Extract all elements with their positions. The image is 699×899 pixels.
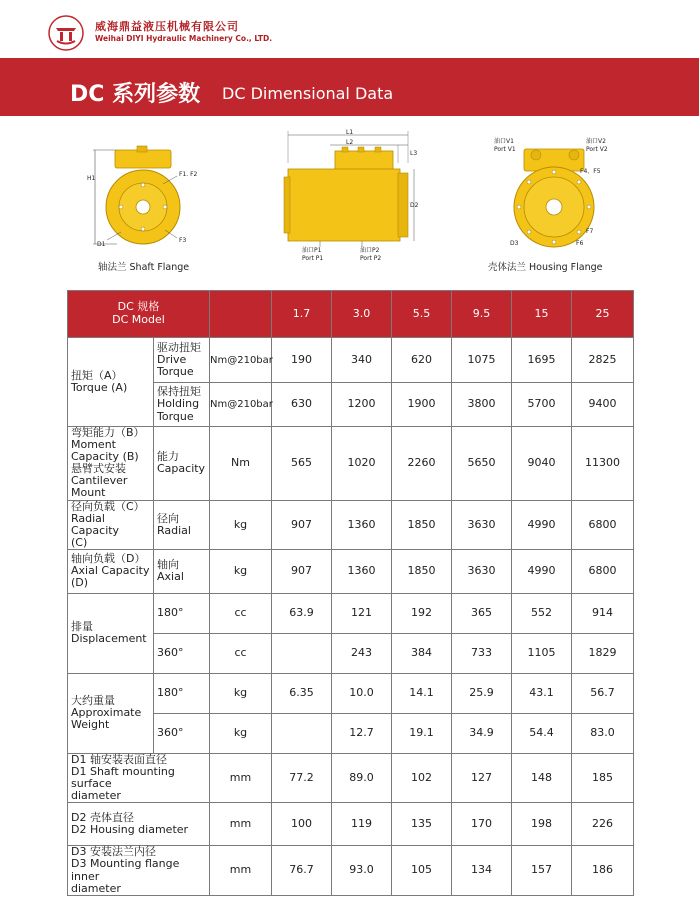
value-cell: 1829 xyxy=(572,633,634,673)
unit-cell: mm xyxy=(210,846,272,895)
torque-label-cn: 扭矩（A） xyxy=(71,368,123,382)
value-cell: 100 xyxy=(272,803,332,846)
housing-flange-caption: 壳体法兰 Housing Flange xyxy=(488,262,603,273)
value-cell xyxy=(272,713,332,753)
title-banner xyxy=(0,58,699,116)
table-row-displacement-180 xyxy=(68,593,634,633)
d2-label-cell xyxy=(68,803,210,846)
axial-label-cell xyxy=(68,549,154,593)
table-header-row xyxy=(68,291,634,338)
d1-label-2: D1 Shaft mounting surface xyxy=(71,765,175,791)
weight-label-cell xyxy=(68,673,154,753)
label-f7: F7 xyxy=(586,228,594,235)
displacement-label-cn: 排量 xyxy=(71,620,93,634)
holding-torque-en1: Holding xyxy=(157,397,200,411)
value-cell: 93.0 xyxy=(332,846,392,895)
unit-cell: cc xyxy=(210,593,272,633)
unit-cell: Nm@210bar xyxy=(210,338,272,383)
value-cell: 11300 xyxy=(572,427,634,501)
value-cell xyxy=(272,633,332,673)
torque-label-en: Torque (A) xyxy=(71,381,128,394)
model-header-cn: DC 规格 xyxy=(117,300,160,314)
drive-torque-en2: Torque xyxy=(157,365,194,379)
radial-label-3: (C) xyxy=(71,535,88,549)
value-cell: 34.9 xyxy=(452,713,512,753)
banner-title-cn: DC 系列参数 xyxy=(70,82,201,107)
value-cell: 1020 xyxy=(332,427,392,501)
label-d3: D3 xyxy=(510,240,519,247)
value-cell: 1850 xyxy=(392,549,452,593)
housing-flange-drawing xyxy=(490,135,620,255)
page-header xyxy=(0,0,699,58)
value-cell: 135 xyxy=(392,803,452,846)
value-cell: 89.0 xyxy=(332,753,392,802)
label-f4-f5: F4、F5 xyxy=(580,168,601,175)
drive-torque-label-cell xyxy=(154,338,210,383)
value-cell: 2260 xyxy=(392,427,452,501)
model-cell: 15 xyxy=(512,291,572,338)
radial-label-1: 径向负载（C） xyxy=(71,499,145,513)
label-d1: D1 xyxy=(97,241,106,248)
value-cell: 76.7 xyxy=(272,846,332,895)
value-cell: 565 xyxy=(272,427,332,501)
unit-header-cell xyxy=(210,291,272,338)
displacement-label-cell xyxy=(68,593,154,673)
value-cell: 12.7 xyxy=(332,713,392,753)
value-cell: 4990 xyxy=(512,549,572,593)
drive-torque-cn: 驱动扭矩 xyxy=(157,340,201,354)
value-cell: 620 xyxy=(392,338,452,383)
label-port-v2-en: Port V2 xyxy=(586,146,608,153)
value-cell: 2825 xyxy=(572,338,634,383)
value-cell: 119 xyxy=(332,803,392,846)
value-cell: 914 xyxy=(572,593,634,633)
d3-label-3: diameter xyxy=(71,881,121,895)
value-cell: 1360 xyxy=(332,549,392,593)
value-cell: 170 xyxy=(452,803,512,846)
value-cell: 1075 xyxy=(452,338,512,383)
table-row-d3 xyxy=(68,846,634,895)
value-cell: 226 xyxy=(572,803,634,846)
value-cell: 733 xyxy=(452,633,512,673)
value-cell: 83.0 xyxy=(572,713,634,753)
value-cell: 4990 xyxy=(512,500,572,549)
value-cell: 365 xyxy=(452,593,512,633)
shaft-flange-caption: 轴法兰 Shaft Flange xyxy=(98,262,190,273)
value-cell: 6800 xyxy=(572,500,634,549)
value-cell: 1200 xyxy=(332,383,392,427)
axial-sub-cn: 轴向 xyxy=(157,558,179,572)
holding-torque-label-cell xyxy=(154,383,210,427)
shaft-flange-drawing xyxy=(85,140,215,255)
value-cell: 340 xyxy=(332,338,392,383)
model-header-en: DC Model xyxy=(112,313,165,326)
label-l2: L2 xyxy=(346,139,354,146)
moment-label-4: 悬臂式安装 xyxy=(71,462,126,476)
moment-label-1: 弯矩能力（B） xyxy=(71,426,145,439)
holding-torque-en2: Torque xyxy=(157,409,194,423)
value-cell: 1360 xyxy=(332,500,392,549)
value-cell: 54.4 xyxy=(512,713,572,753)
moment-label-5: Cantilever xyxy=(71,474,128,488)
company-logo-icon xyxy=(47,14,85,52)
label-port-v1-cn: 油口V1 xyxy=(494,138,514,145)
model-cell: 1.7 xyxy=(272,291,332,338)
side-view-drawing xyxy=(280,125,425,265)
value-cell: 9040 xyxy=(512,427,572,501)
unit-cell: mm xyxy=(210,753,272,802)
table-row-d1 xyxy=(68,753,634,802)
radial-sub-en: Radial xyxy=(157,523,191,537)
unit-cell: Nm xyxy=(210,427,272,501)
moment-sub-cell xyxy=(154,427,210,501)
holding-torque-cn: 保持扭矩 xyxy=(157,385,201,399)
radial-label-2: Radial Capacity xyxy=(71,511,120,537)
label-port-v2-cn: 油口V2 xyxy=(586,138,606,145)
moment-label-cell xyxy=(68,427,154,501)
axial-sub-cell xyxy=(154,549,210,593)
dc-spec-table xyxy=(67,290,634,896)
unit-cell: kg xyxy=(210,713,272,753)
company-name-cn: 威海鼎益液压机械有限公司 xyxy=(95,20,239,33)
value-cell: 243 xyxy=(332,633,392,673)
label-d2: D2 xyxy=(410,202,419,209)
unit-cell: kg xyxy=(210,549,272,593)
value-cell: 192 xyxy=(392,593,452,633)
angle-cell: 360° xyxy=(154,633,210,673)
value-cell: 1850 xyxy=(392,500,452,549)
displacement-label-en: Displacement xyxy=(71,632,147,646)
moment-sub-en: Capacity xyxy=(157,462,206,476)
weight-label-1: 大约重量 xyxy=(71,694,115,708)
value-cell: 25.9 xyxy=(452,673,512,713)
d3-label-1: D3 安装法兰内径 xyxy=(71,845,156,859)
value-cell: 1695 xyxy=(512,338,572,383)
label-port-p1-en: Port P1 xyxy=(302,255,324,262)
table-row-weight-180 xyxy=(68,673,634,713)
value-cell: 43.1 xyxy=(512,673,572,713)
banner-title-en: DC Dimensional Data xyxy=(222,84,394,103)
table-row-moment xyxy=(68,427,634,501)
model-cell: 25 xyxy=(572,291,634,338)
value-cell: 5650 xyxy=(452,427,512,501)
unit-cell: kg xyxy=(210,673,272,713)
unit-cell: kg xyxy=(210,500,272,549)
value-cell: 77.2 xyxy=(272,753,332,802)
table-row-drive-torque xyxy=(68,338,634,383)
value-cell: 102 xyxy=(392,753,452,802)
label-f1-f2: F1. F2 xyxy=(179,171,198,178)
moment-sub-cn: 能力 xyxy=(157,450,179,464)
label-f6: F6 xyxy=(576,240,584,247)
axial-label-1: 轴向负载（D） xyxy=(71,552,146,566)
angle-cell: 180° xyxy=(154,673,210,713)
radial-sub-cell xyxy=(154,500,210,549)
d3-label-cell xyxy=(68,846,210,895)
value-cell: 186 xyxy=(572,846,634,895)
value-cell: 56.7 xyxy=(572,673,634,713)
value-cell: 630 xyxy=(272,383,332,427)
value-cell: 1105 xyxy=(512,633,572,673)
value-cell: 907 xyxy=(272,500,332,549)
value-cell: 1900 xyxy=(392,383,452,427)
value-cell: 157 xyxy=(512,846,572,895)
model-cell: 9.5 xyxy=(452,291,512,338)
label-port-v1-en: Port V1 xyxy=(494,146,516,153)
value-cell: 127 xyxy=(452,753,512,802)
unit-cell: cc xyxy=(210,633,272,673)
moment-label-3: Capacity (B) xyxy=(71,450,139,464)
model-cell: 5.5 xyxy=(392,291,452,338)
d3-label-2: D3 Mounting flange inner xyxy=(71,857,180,883)
axial-label-3: (D) xyxy=(71,576,89,590)
value-cell: 6800 xyxy=(572,549,634,593)
table-row-d2 xyxy=(68,803,634,846)
weight-label-2: Approximate xyxy=(71,706,142,720)
value-cell: 63.9 xyxy=(272,593,332,633)
radial-label-cell xyxy=(68,500,154,549)
torque-label-cell xyxy=(68,338,154,427)
angle-cell: 360° xyxy=(154,713,210,753)
angle-cell: 180° xyxy=(154,593,210,633)
value-cell: 10.0 xyxy=(332,673,392,713)
axial-sub-en: Axial xyxy=(157,570,184,584)
value-cell: 384 xyxy=(392,633,452,673)
d1-label-1: D1 轴安装表面直径 xyxy=(71,752,167,766)
model-header-cell xyxy=(68,291,210,338)
model-cell: 3.0 xyxy=(332,291,392,338)
value-cell: 3630 xyxy=(452,500,512,549)
d2-label-1: D2 壳体直径 xyxy=(71,811,134,825)
label-port-p2-en: Port P2 xyxy=(360,255,382,262)
unit-cell: mm xyxy=(210,803,272,846)
table-row-radial xyxy=(68,500,634,549)
value-cell: 198 xyxy=(512,803,572,846)
d1-label-3: diameter xyxy=(71,789,121,803)
value-cell: 3800 xyxy=(452,383,512,427)
value-cell: 14.1 xyxy=(392,673,452,713)
value-cell: 185 xyxy=(572,753,634,802)
label-port-p1-cn: 油口P1 xyxy=(302,247,322,254)
value-cell: 552 xyxy=(512,593,572,633)
weight-label-3: Weight xyxy=(71,718,110,732)
value-cell: 121 xyxy=(332,593,392,633)
label-h1: H1 xyxy=(87,175,96,182)
value-cell: 19.1 xyxy=(392,713,452,753)
company-name-en: Weihai DIYI Hydraulic Machinery Co., LTD. xyxy=(95,34,273,43)
radial-sub-cn: 径向 xyxy=(157,511,179,525)
value-cell: 148 xyxy=(512,753,572,802)
value-cell: 190 xyxy=(272,338,332,383)
value-cell: 9400 xyxy=(572,383,634,427)
label-l1: L1 xyxy=(346,129,354,136)
value-cell: 907 xyxy=(272,549,332,593)
label-port-p2-cn: 油口P2 xyxy=(360,247,380,254)
value-cell: 6.35 xyxy=(272,673,332,713)
value-cell: 134 xyxy=(452,846,512,895)
table-row-axial xyxy=(68,549,634,593)
moment-label-2: Moment xyxy=(71,438,116,452)
d2-label-2: D2 Housing diameter xyxy=(71,823,189,837)
moment-label-6: Mount xyxy=(71,486,106,500)
label-l3: L3 xyxy=(410,150,418,157)
value-cell: 3630 xyxy=(452,549,512,593)
label-f3: F3 xyxy=(179,237,187,244)
value-cell: 5700 xyxy=(512,383,572,427)
unit-cell: Nm@210bar xyxy=(210,383,272,427)
value-cell: 105 xyxy=(392,846,452,895)
d1-label-cell xyxy=(68,753,210,802)
axial-label-2: Axial Capacity xyxy=(71,564,150,578)
drive-torque-en1: Drive xyxy=(157,352,187,366)
